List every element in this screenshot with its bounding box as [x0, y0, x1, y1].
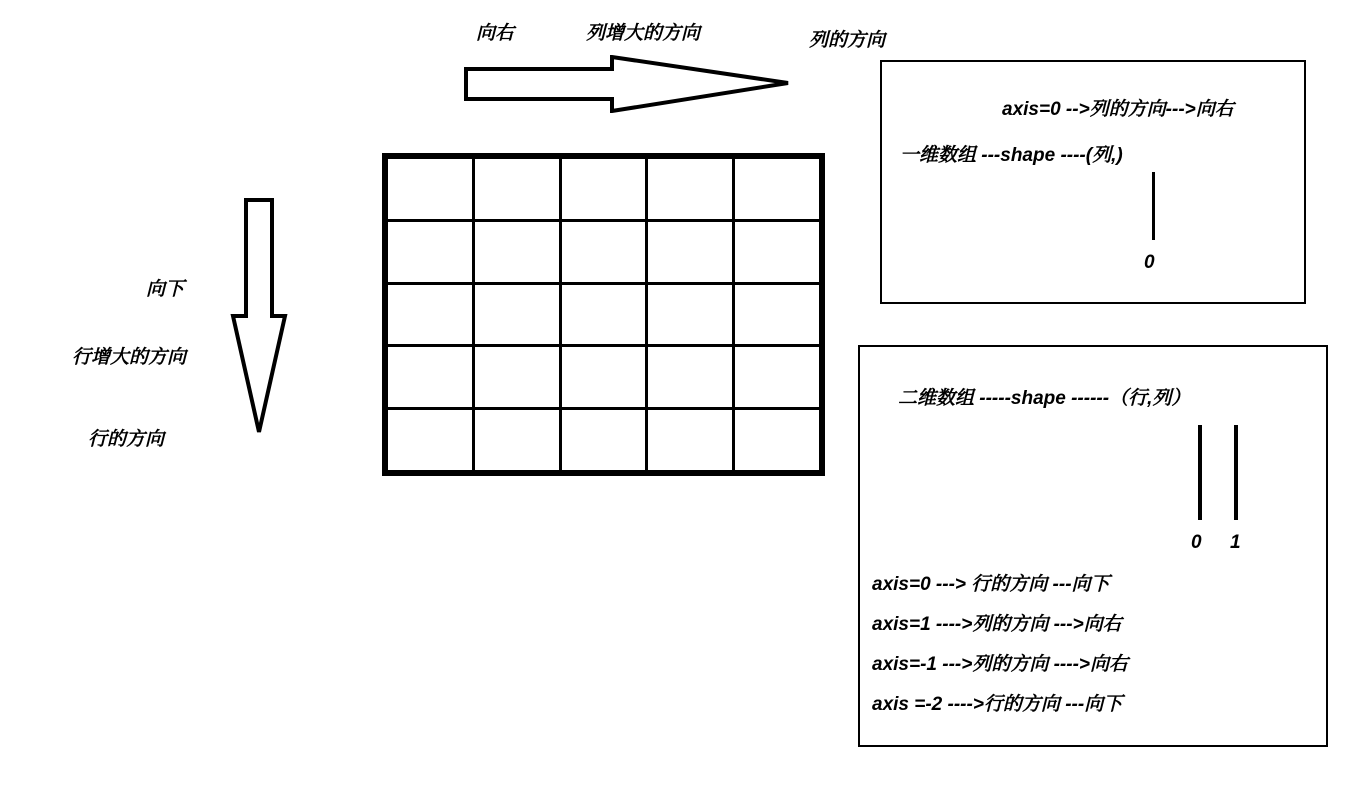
grid-cell [473, 409, 560, 472]
axis-index-0-label: 0 [1191, 532, 1202, 553]
shape-description-1d: 一维数组 ---shape ----(列,) [900, 145, 1123, 166]
label-row-growth: 行增大的方向 [72, 347, 187, 368]
grid-cell [647, 283, 734, 346]
axis-minus2-description-2d: axis =-2 ---->行的方向 ---向下 [872, 694, 1123, 715]
axis0-description-2d: axis=0 ---> 行的方向 ---向下 [872, 574, 1110, 595]
axis-index-0-label: 0 [1144, 252, 1155, 273]
matrix-grid [385, 156, 822, 473]
label-row-direction: 行的方向 [88, 429, 165, 450]
grid-cell [387, 346, 474, 409]
label-down: 向下 [146, 279, 185, 300]
grid-cell [647, 346, 734, 409]
grid-cell [734, 158, 821, 221]
grid-cell [647, 409, 734, 472]
grid-cell [560, 409, 647, 472]
grid-cell [473, 220, 560, 283]
grid-cell [647, 158, 734, 221]
grid-cell [560, 220, 647, 283]
grid-cell [473, 346, 560, 409]
grid-cell [560, 346, 647, 409]
axis-tick-line-0 [1152, 172, 1155, 240]
table-row [387, 409, 821, 472]
arrow-down-icon [228, 196, 290, 436]
axis1-description-2d: axis=1 ---->列的方向 --->向右 [872, 614, 1122, 635]
grid-cell [734, 220, 821, 283]
grid-cell [560, 158, 647, 221]
axis0-description-1d: axis=0 -->列的方向--->向右 [1002, 99, 1234, 120]
label-column-direction: 列的方向 [809, 30, 886, 51]
grid-cell [647, 220, 734, 283]
axis-minus1-description-2d: axis=-1 --->列的方向 ---->向右 [872, 654, 1129, 675]
grid-cell [473, 158, 560, 221]
table-row [387, 158, 821, 221]
axis-tick-line-1 [1234, 425, 1238, 520]
grid-cell [734, 283, 821, 346]
table-row [387, 346, 821, 409]
one-dimensional-array-box [880, 60, 1306, 304]
matrix-grid-table [385, 156, 822, 473]
label-column-growth: 列增大的方向 [586, 23, 701, 44]
axis-index-1-label: 1 [1230, 532, 1241, 553]
grid-cell [387, 283, 474, 346]
table-row [387, 283, 821, 346]
matrix-grid-body [387, 158, 821, 472]
shape-description-2d: 二维数组 -----shape ------（行,列） [898, 388, 1191, 409]
grid-cell [387, 220, 474, 283]
grid-cell [734, 346, 821, 409]
two-dimensional-array-box [858, 345, 1328, 747]
label-right-top: 向右 [476, 23, 515, 44]
table-row [387, 220, 821, 283]
grid-cell [387, 409, 474, 472]
grid-cell [734, 409, 821, 472]
grid-cell [560, 283, 647, 346]
grid-cell [473, 283, 560, 346]
grid-cell [387, 158, 474, 221]
axis-tick-line-0 [1198, 425, 1202, 520]
arrow-right-icon [462, 55, 792, 113]
